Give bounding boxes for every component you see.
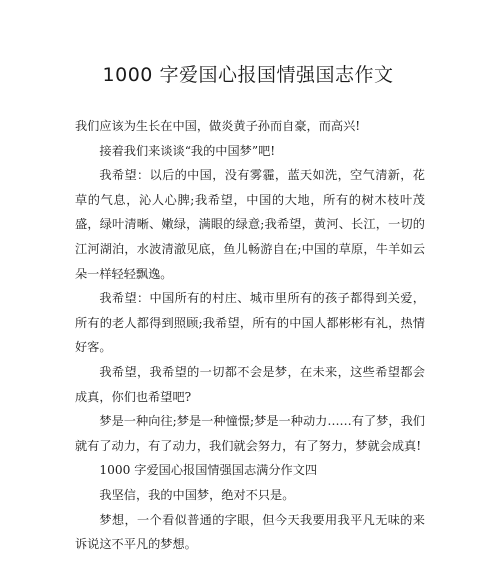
paragraph-4: 我希望：中国所有的村庄、城市里所有的孩子都得到关爱，所有的老人都得到照顾;我希望，所有的中国人都彬彬有礼，热情好客。 (75, 291, 425, 355)
document-title: 1000 字爱国心报国情强国志作文 (102, 64, 394, 86)
paragraph-5: 我希望，我希望的一切都不会是梦，在未来，这些希望都会成真，你们也希望吧? (75, 364, 425, 404)
document-body (75, 114, 425, 557)
paragraph-3: 我希望：以后的中国，没有雾霾，蓝天如洗，空气清新，花草的气息，沁人心脾;我希望，中国的大地，所有的树木枝叶茂盛，绿叶清晰、嫩绿，满眼的绿意;我希望，黄河、长江，一切的江河湖泊，水波清澈见底，鱼儿畅游自在;中国的草原，牛羊如云朵一样轻轻飘逸。 (75, 168, 425, 281)
paragraph-2: 接着我们来谈谈“我的中国梦”吧! (99, 143, 276, 158)
paragraph-1: 我们应该为生长在中国，做炎黄子孙而自豪，而高兴! (75, 119, 361, 133)
paragraph-7: 我坚信，我的中国梦，绝对不只是。 (99, 487, 295, 502)
section-heading: 1000 字爱国心报国情强国志满分作文四 (99, 463, 318, 478)
paragraph-8: 梦想，一个看似普通的字眼，但今天我要用我平凡无味的来诉说这不平凡的梦想。 (75, 512, 425, 552)
paragraph-6: 梦是一种向往;梦是一种憧憬;梦是一种动力……有了梦，我们就有了动力，有了动力，我们就会努力，有了努力，梦就会成真! (75, 414, 425, 453)
